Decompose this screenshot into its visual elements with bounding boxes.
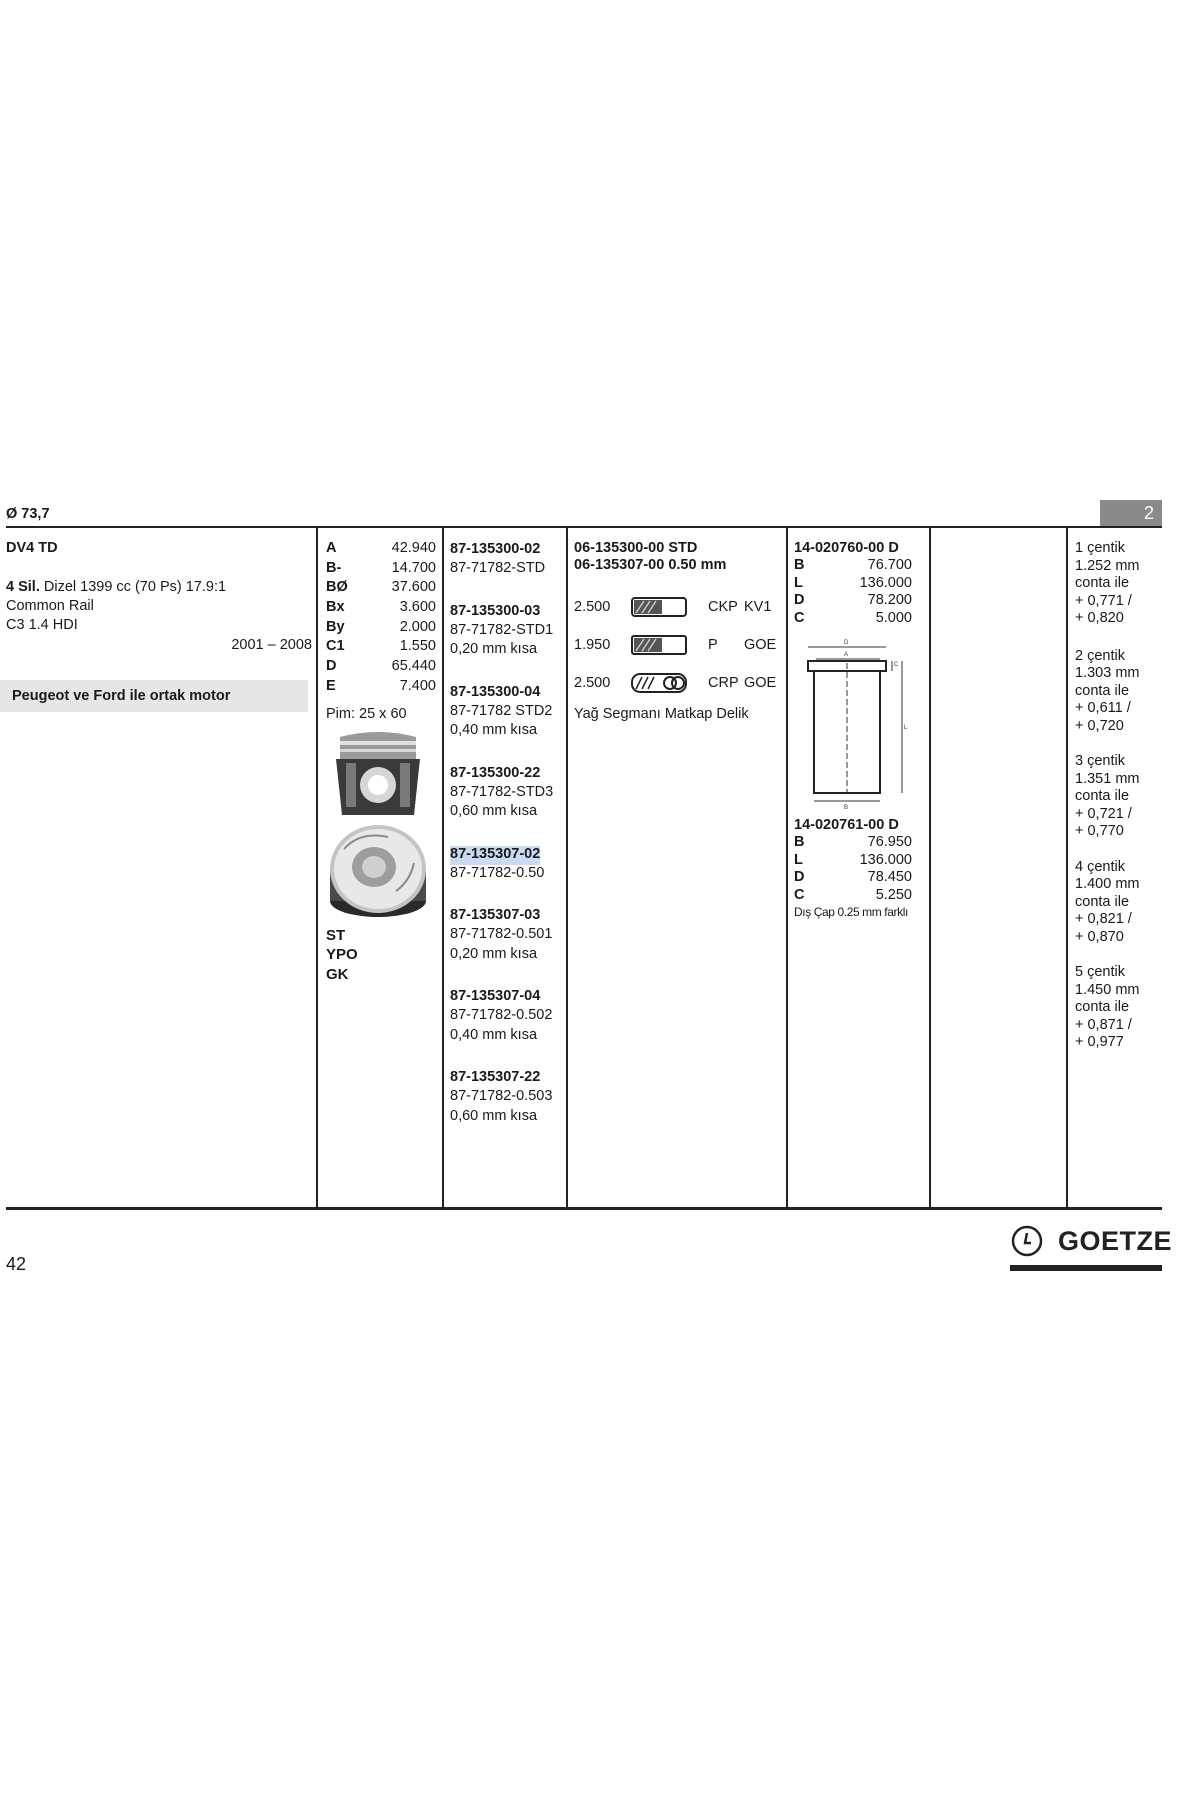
dimension-label: By [326, 618, 345, 635]
dimension-label: A [326, 540, 337, 556]
liner-spec-value: 78.450 [867, 869, 912, 885]
dimension-value: 65.440 [391, 658, 436, 675]
column-divider-4 [786, 528, 788, 1208]
notch-title: 4 çentik [1075, 858, 1125, 875]
piston-tag: YPO [326, 946, 358, 963]
engine-model: C3 1.4 HDI [6, 617, 78, 633]
piston-tag: ST [326, 926, 346, 944]
piston-code: 87-135307-03 [450, 907, 541, 923]
dimension-row [326, 599, 436, 619]
liner-spec-value: 5.250 [875, 886, 912, 903]
liner-dim-d-label: D [844, 640, 849, 646]
notch-title: 5 çentik [1075, 964, 1125, 980]
liner-spec-value: 76.700 [867, 557, 912, 573]
notch-list [1075, 540, 1161, 1052]
notch-v1: + 0,721 / [1075, 805, 1132, 822]
piston-note: 0,20 mm kısa [450, 945, 538, 962]
notch-entry [1075, 753, 1161, 841]
liner-spec-label: B [794, 557, 805, 573]
dimension-value: 3.600 [399, 599, 436, 616]
page-badge [1100, 500, 1162, 526]
liner-dim-l-label: L [904, 725, 908, 731]
liner-spec-row [794, 592, 912, 610]
liner-spec-row [794, 557, 912, 575]
piston-code: 87-135300-02 [450, 541, 541, 557]
piston-tag-list [326, 927, 438, 986]
liners-column [794, 540, 926, 920]
ring-list [574, 588, 784, 702]
liner-spec-label: L [794, 851, 803, 868]
ring-row [574, 626, 784, 664]
dimension-list [326, 540, 438, 698]
piston-entry [450, 764, 564, 823]
liner-spec-label: C [794, 609, 805, 626]
piston-codes-column [450, 540, 564, 1127]
ring-width: 1.950 [574, 636, 611, 653]
liner-spec-label: D [794, 869, 805, 885]
shared-engine-note: Peugeot ve Ford ile ortak motor [0, 680, 308, 712]
notch-title: 1 çentik [1075, 540, 1125, 556]
piston-reference: 87-71782-STD3 [450, 783, 554, 800]
notch-size: 1.252 mm [1075, 557, 1140, 574]
header-rule [6, 526, 1162, 528]
dimensions-column [326, 540, 438, 985]
dimension-label: D [326, 658, 337, 675]
liner-dim-c-label: C [894, 662, 899, 668]
liner-spec-value: 136.000 [859, 851, 912, 868]
notch-with: conta ile [1075, 999, 1130, 1015]
brand-name: GOETZE [1058, 1226, 1173, 1256]
notch-title: 2 çentik [1075, 647, 1125, 664]
liner-block-1 [794, 540, 926, 627]
piston-code-list [450, 540, 564, 1127]
engine-fuel-system: Common Rail [6, 598, 94, 614]
dimension-row [326, 579, 436, 599]
notch-entry [1075, 859, 1161, 947]
notch-v1: + 0,871 / [1075, 1016, 1132, 1033]
piston-top-image [326, 821, 430, 921]
notch-with: conta ile [1075, 893, 1130, 910]
piston-entry [450, 540, 564, 580]
column-divider-2 [442, 528, 444, 1208]
piston-reference: 87-71782-STD [450, 560, 546, 576]
dimension-row [326, 638, 436, 658]
engine-column [6, 540, 312, 712]
liner-block-2 [794, 817, 926, 904]
dimension-row [326, 619, 436, 639]
liner-spec-row [794, 575, 912, 593]
piston-note: 0,60 mm kısa [450, 803, 538, 819]
ring-set-code-std: 06-135300-00 STD [574, 540, 698, 556]
diameter-heading: Ø 73,7 [6, 506, 50, 522]
piston-reference: 87-71782 STD2 [450, 702, 553, 719]
dimension-row [326, 658, 436, 678]
notch-title: 3 çentik [1075, 753, 1125, 769]
notch-with: conta ile [1075, 682, 1130, 699]
pin-size: Pim: 25 x 60 [326, 705, 407, 722]
piston-entry [450, 602, 564, 661]
dimension-value: 37.600 [391, 579, 436, 596]
ring-row [574, 588, 784, 626]
ring-coating: KV1 [744, 598, 772, 615]
compression-ring-2-icon [630, 633, 692, 657]
cylinder-liner-diagram [794, 633, 918, 813]
ring-set-code-oversize: 06-135307-00 0.50 mm [574, 557, 727, 573]
liner-spec-label: B [794, 834, 805, 850]
compression-ring-1-icon [630, 595, 692, 619]
dimension-row [326, 678, 436, 698]
piston-entry [450, 683, 564, 742]
oil-ring-icon [630, 671, 692, 695]
cylinder-count: 4 Sil. [6, 579, 40, 595]
engine-spec-line [6, 579, 312, 596]
piston-entry [450, 906, 564, 965]
notch-v2: + 0,820 [1075, 610, 1124, 626]
rings-column [574, 540, 784, 723]
ring-type: P [708, 636, 718, 653]
column-divider-3 [566, 528, 568, 1208]
notch-entry [1075, 964, 1161, 1052]
piston-reference: 87-71782-STD1 [450, 621, 554, 638]
piston-note: 0,20 mm kısa [450, 641, 538, 657]
dimension-label: B- [326, 559, 342, 576]
piston-side-image [326, 729, 430, 817]
piston-reference: 87-71782-0.503 [450, 1088, 553, 1104]
notch-v1: + 0,771 / [1075, 592, 1132, 609]
dimension-row [326, 560, 436, 580]
column-divider-1 [316, 528, 318, 1208]
notch-entry [1075, 648, 1161, 736]
engine-years: 2001 – 2008 [231, 637, 312, 653]
ring-coating: GOE [744, 636, 777, 653]
ring-width: 2.500 [574, 674, 611, 691]
notch-size: 1.351 mm [1075, 770, 1140, 787]
notch-size: 1.303 mm [1075, 665, 1140, 681]
notch-entry [1075, 540, 1161, 628]
brand-logo [1010, 1222, 1173, 1274]
piston-code: 87-135307-02 [450, 846, 540, 865]
brand-underline [1010, 1265, 1162, 1271]
ring-type: CRP [708, 674, 739, 691]
piston-note: 0,40 mm kısa [450, 1026, 538, 1043]
piston-note: 0,60 mm kısa [450, 1107, 538, 1124]
dimension-label: E [326, 677, 336, 694]
piston-entry [450, 845, 564, 885]
dimension-value: 1.550 [399, 638, 436, 655]
piston-note: 0,40 mm kısa [450, 722, 538, 738]
notch-v2: + 0,720 [1075, 717, 1124, 734]
liner-code: 14-020760-00 D [794, 540, 899, 556]
dimension-label: C1 [326, 638, 345, 655]
notch-v2: + 0,870 [1075, 928, 1124, 945]
engine-code: DV4 TD [6, 540, 58, 556]
dimension-value: 42.940 [391, 540, 436, 556]
liner-spec-value: 76.950 [867, 834, 912, 850]
piston-reference: 87-71782-0.502 [450, 1007, 553, 1023]
liner-spec-label: L [794, 574, 803, 591]
page-number: 42 [6, 1254, 27, 1274]
liner-spec-row [794, 869, 912, 887]
piston-code: 87-135300-03 [450, 602, 541, 619]
notch-v2: + 0,770 [1075, 823, 1124, 839]
piston-code: 87-135307-22 [450, 1069, 541, 1085]
piston-reference: 87-71782-0.501 [450, 926, 553, 942]
piston-tag: GK [326, 965, 349, 983]
notch-v1: + 0,821 / [1075, 911, 1132, 927]
piston-code: 87-135300-04 [450, 683, 541, 700]
ring-type: CKP [708, 598, 738, 615]
engine-spec: Dizel 1399 cc (70 Ps) 17.9:1 [43, 579, 227, 595]
piston-reference: 87-71782-0.50 [450, 864, 545, 881]
column-divider-5 [929, 528, 931, 1208]
dimension-value: 2.000 [399, 618, 436, 635]
piston-code: 87-135300-22 [450, 764, 541, 781]
ring-width: 2.500 [574, 598, 611, 615]
notch-size: 1.400 mm [1075, 876, 1140, 892]
dimension-label: Bx [326, 599, 345, 616]
notch-with: conta ile [1075, 575, 1130, 591]
notch-v2: + 0,977 [1075, 1034, 1124, 1050]
liner-dim-b-label: B [844, 805, 849, 811]
piston-entry [450, 1068, 564, 1127]
liner-spec-label: C [794, 886, 805, 903]
liner-code: 14-020761-00 D [794, 817, 899, 833]
column-divider-6 [1066, 528, 1068, 1208]
dimension-value: 7.400 [399, 677, 436, 694]
notch-v1: + 0,611 / [1075, 700, 1131, 716]
goetze-logo-icon [1010, 1224, 1044, 1258]
liner-spec-label: D [794, 592, 805, 608]
liner-spec-row [794, 610, 912, 628]
liner-outer-diameter-note: Dış Çap 0.25 mm farklı [794, 905, 908, 919]
liner-spec-value: 5.000 [875, 609, 912, 626]
notches-column [1075, 540, 1161, 1070]
footer-rule [6, 1207, 1162, 1210]
ring-coating: GOE [744, 674, 777, 691]
oil-ring-note: Yağ Segmanı Matkap Delik [574, 706, 749, 722]
liner-spec-row [794, 834, 912, 852]
piston-entry [450, 987, 564, 1046]
dimension-row [326, 540, 436, 560]
liner-spec-row [794, 887, 912, 905]
liner-spec-value: 78.200 [867, 592, 912, 608]
liner-dim-a-label: A [844, 652, 849, 658]
piston-code: 87-135307-04 [450, 988, 541, 1004]
notch-size: 1.450 mm [1075, 981, 1140, 998]
ring-row [574, 664, 784, 702]
dimension-value: 14.700 [391, 559, 436, 576]
liner-spec-value: 136.000 [859, 574, 912, 591]
liner-spec-row [794, 852, 912, 870]
page-badge-number: 2 [1143, 503, 1154, 523]
dimension-label: BØ [326, 579, 348, 596]
notch-with: conta ile [1075, 788, 1130, 804]
